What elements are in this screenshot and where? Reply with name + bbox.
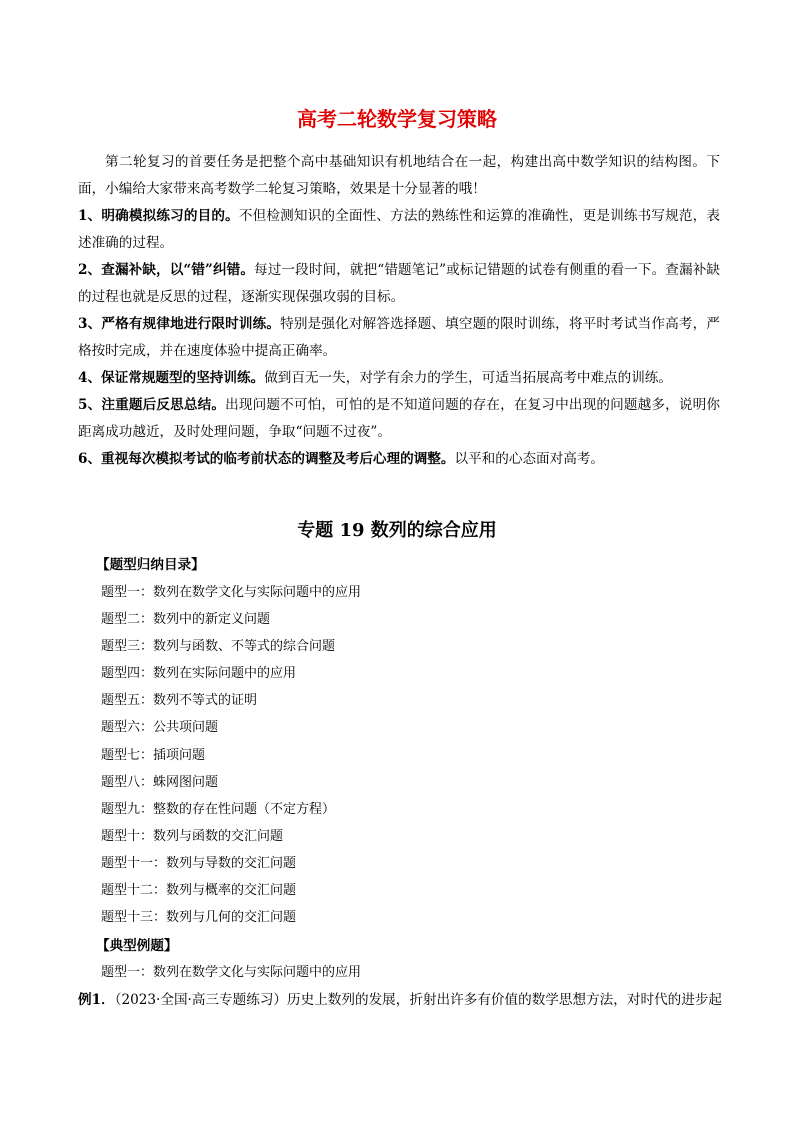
strategy-4-head: 4、保证常规题型的坚持训练。 — [78, 370, 265, 386]
example-1 — [78, 988, 728, 1008]
toc-item: 题型二：数列中的新定义问题 — [101, 612, 271, 628]
toc-item: 题型一：数列在数学文化与实际问题中的应用 — [101, 585, 362, 600]
strategy-3-head: 3、严格有规律地进行限时训练。 — [78, 316, 281, 332]
strategy-2 — [78, 257, 720, 311]
example-heading: 【典型例题】 — [96, 938, 178, 954]
strategy-3 — [78, 311, 720, 365]
toc-item: 题型五：数列不等式的证明 — [101, 693, 258, 709]
toc-item: 题型十：数列与函数的交汇问题 — [101, 828, 284, 844]
strategy-4-body: 做到百无一失，对学有余力的学生，可适当拓展高考中难点的训练。 — [264, 370, 672, 386]
intro-paragraph: 第二轮复习的首要任务是把整个高中基础知识有机地结合在一起，构建出高中数学知识的结构图。下面，小编给大家带来高考数学二轮复习策略，效果是十分显著的哦！ — [78, 154, 720, 197]
strategy-3-body: 特别是强化对解答选择题、填空题的限时训练，将平时考试当作高考，严格按时完成，并在速度体验中提高正确率。 — [78, 316, 720, 359]
strategy-5-head: 5、注重题后反思总结。 — [78, 397, 226, 413]
toc-item: 题型六：公共项问题 — [101, 720, 219, 736]
strategy-5-body: 出现问题不可怕，可怕的是不知道问题的存在，在复习中出现的问题越多，说明你距离成功越近，及时处理问题，争取“问题不过夜”。 — [78, 397, 720, 440]
strategy-6-head: 6、重视每次模拟考试的临考前状态的调整及考后心理的调整。 — [78, 451, 455, 467]
toc-item: 题型十一：数列与导数的交汇问题 — [101, 855, 297, 871]
section-title: 专题 19 数列的综合应用 — [297, 520, 497, 541]
toc-list — [101, 579, 361, 931]
example-1-text: （2023·全国·高三专题练习）历史上数列的发展，折射出许多有价值的数学思想方法，对时代的进步起 — [114, 992, 723, 1008]
toc-item: 题型八：蛛网图问题 — [101, 774, 219, 790]
toc-item: 题型三：数列与函数、不等式的综合问题 — [101, 639, 336, 655]
strategy-5 — [78, 392, 720, 446]
toc-item: 题型十二：数列与概率的交汇问题 — [101, 883, 297, 899]
toc-item: 题型四：数列在实际问题中的应用 — [101, 666, 297, 682]
strategy-6-body: 以平和的心态面对高考。 — [454, 451, 605, 467]
strategy-2-head: 2、查漏补缺，以“错”纠错。 — [78, 262, 255, 278]
strategy-2-body: 每过一段时间，就把“错题笔记”或标记错题的试卷有侧重的看一下。查漏补缺的过程也就是反思的过程，逐渐实现保强攻弱的目标。 — [78, 262, 720, 305]
example-type-label: 题型一：数列在数学文化与实际问题中的应用 — [101, 965, 362, 980]
strategy-6 — [78, 446, 720, 473]
example-1-label: 例1． — [78, 992, 115, 1008]
toc-item: 题型七：插项问题 — [101, 747, 206, 763]
strategy-4 — [78, 365, 720, 392]
strategy-1 — [78, 203, 720, 257]
toc-heading: 【题型归纳目录】 — [96, 557, 205, 573]
toc-item: 题型十三：数列与几何的交汇问题 — [101, 910, 297, 926]
strategy-1-body: 不但检测知识的全面性、方法的熟练性和运算的准确性，更是训练书写规范，表述准确的过程。 — [78, 208, 720, 251]
toc-item: 题型九：整数的存在性问题（不定方程） — [101, 801, 336, 817]
strategy-1-head: 1、明确模拟练习的目的。 — [78, 208, 239, 224]
document-title: 高考二轮数学复习策略 — [297, 107, 497, 131]
